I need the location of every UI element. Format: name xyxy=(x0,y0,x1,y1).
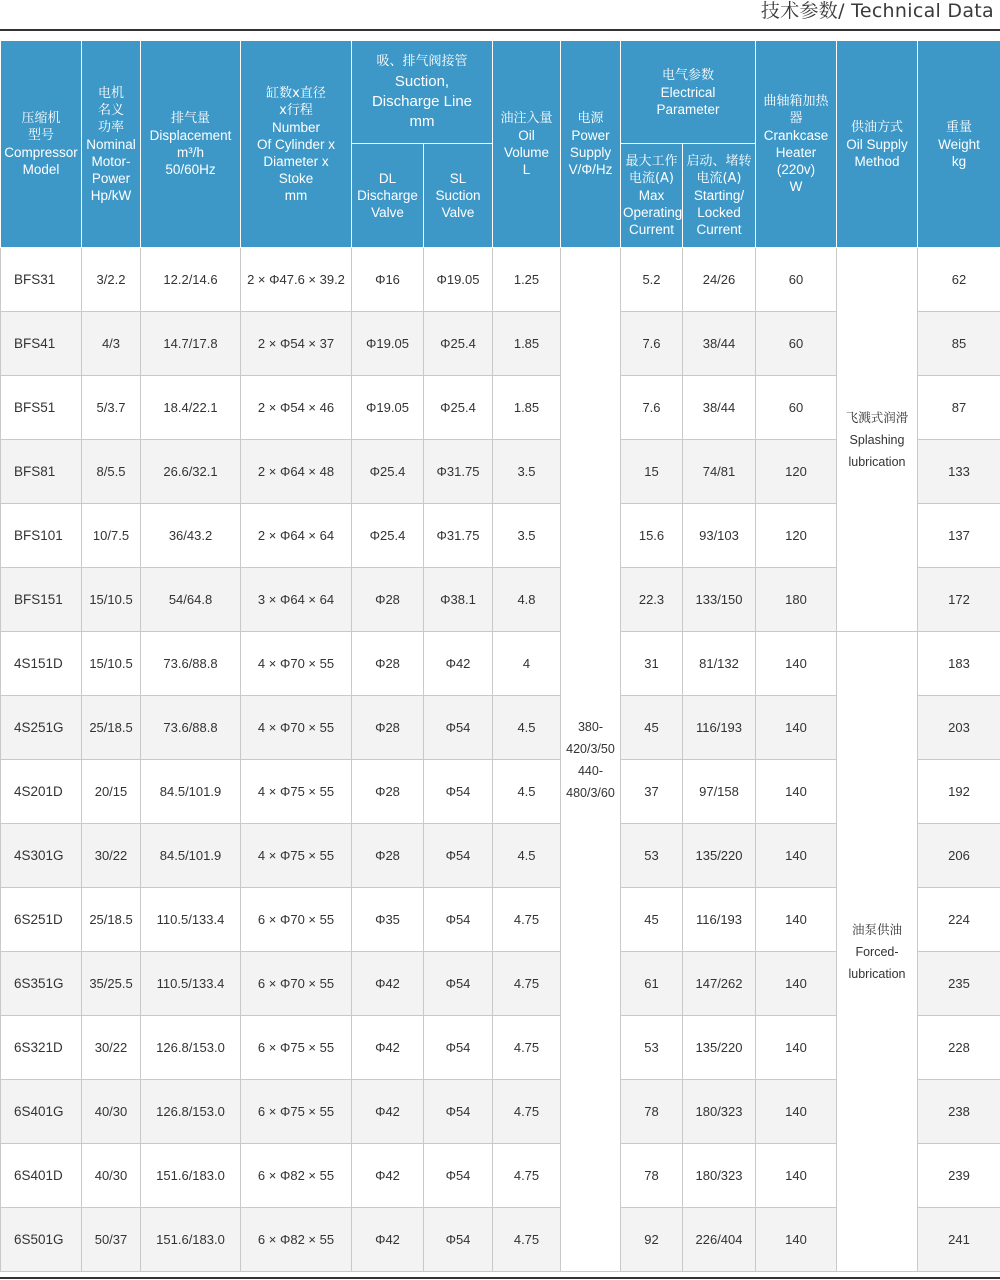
cell-max: 78 xyxy=(621,1080,683,1144)
cell-cyl: 6 × Φ70 × 55 xyxy=(241,952,352,1016)
header-line-text: Heater xyxy=(775,145,817,160)
header-line-text: mm xyxy=(284,187,308,203)
cell-heater: 140 xyxy=(756,1016,837,1080)
header-line-text: 最大工作 xyxy=(625,154,678,169)
cell-oil: 1.25 xyxy=(493,248,561,312)
cell-heater: 140 xyxy=(756,824,837,888)
cell-start: 74/81 xyxy=(683,440,756,504)
cell-sl: Φ38.1 xyxy=(424,568,493,632)
cell-start: 133/150 xyxy=(683,568,756,632)
header-line-text: Number xyxy=(271,119,320,135)
cell-model: 6S501G xyxy=(1,1208,82,1272)
cell-power: 4/3 xyxy=(82,312,141,376)
power-supply-cell-text: 440- xyxy=(577,763,604,778)
cell-weight: 172 xyxy=(918,568,1000,632)
cell-start: 38/44 xyxy=(683,376,756,440)
cell-max: 53 xyxy=(621,1016,683,1080)
cell-dl: Φ42 xyxy=(352,952,424,1016)
cell-power: 40/30 xyxy=(82,1144,141,1208)
cell-heater: 140 xyxy=(756,952,837,1016)
header-line-text: 压缩机 xyxy=(21,111,61,126)
header-electrical xyxy=(621,41,756,144)
cell-model: 6S401G xyxy=(1,1080,82,1144)
header-line-text: Compressor xyxy=(4,145,78,160)
cell-model: BFS41 xyxy=(1,312,82,376)
table-row xyxy=(1,632,1000,696)
cell-heater: 140 xyxy=(756,1144,837,1208)
header-line-text: Starting/ xyxy=(693,188,745,203)
bottom-rule xyxy=(0,1277,1000,1279)
cell-sl: Φ54 xyxy=(424,760,493,824)
cell-dl: Φ28 xyxy=(352,760,424,824)
cell-start: 180/323 xyxy=(683,1080,756,1144)
cell-cyl: 2 × Φ64 × 48 xyxy=(241,440,352,504)
cell-cyl: 4 × Φ70 × 55 xyxy=(241,632,352,696)
header-line-text: Parameter xyxy=(656,101,720,117)
header-line-text: 曲轴箱加热器 xyxy=(763,94,829,126)
cell-sl: Φ54 xyxy=(424,952,493,1016)
cell-model: 4S201D xyxy=(1,760,82,824)
cell-oil: 4.75 xyxy=(493,1016,561,1080)
cell-oil: 4.5 xyxy=(493,824,561,888)
header-line-text: (220v) xyxy=(776,162,816,177)
cell-dl: Φ35 xyxy=(352,888,424,952)
cell-disp: 73.6/88.8 xyxy=(141,696,241,760)
cell-disp: 110.5/133.4 xyxy=(141,952,241,1016)
header-line-text: Discharge Line xyxy=(371,93,473,110)
cell-sl: Φ31.75 xyxy=(424,504,493,568)
header-line-text: Model xyxy=(22,162,60,177)
cell-oil: 4.75 xyxy=(493,1144,561,1208)
cell-start: 38/44 xyxy=(683,312,756,376)
cell-heater: 120 xyxy=(756,440,837,504)
header-line-text: Nominal xyxy=(86,136,136,152)
cell-weight: 228 xyxy=(918,1016,1000,1080)
cell-weight: 62 xyxy=(918,248,1000,312)
cell-start: 135/220 xyxy=(683,1016,756,1080)
header-line-text: Oil xyxy=(518,128,535,143)
header-line-text: 重量 xyxy=(945,119,972,135)
header-line-text: 电源 xyxy=(577,111,604,126)
cell-max: 15 xyxy=(621,440,683,504)
cell-power: 20/15 xyxy=(82,760,141,824)
cell-oil: 1.85 xyxy=(493,312,561,376)
header-line-text: Power xyxy=(571,128,610,143)
cell-power: 25/18.5 xyxy=(82,696,141,760)
header-line-text: W xyxy=(789,179,803,194)
cell-sl: Φ54 xyxy=(424,888,493,952)
cell-max: 22.3 xyxy=(621,568,683,632)
oil-method-splash-cell-text: lubrication xyxy=(848,454,906,469)
header-sl xyxy=(424,144,493,248)
cell-disp: 84.5/101.9 xyxy=(141,824,241,888)
cell-disp: 126.8/153.0 xyxy=(141,1080,241,1144)
header-line-text: 名义 xyxy=(97,102,124,118)
cell-weight: 224 xyxy=(918,888,1000,952)
cell-cyl: 4 × Φ75 × 55 xyxy=(241,824,352,888)
cell-oil: 3.5 xyxy=(493,504,561,568)
header-line-text: Weight xyxy=(938,136,980,152)
header-line-text: Valve xyxy=(371,205,404,220)
top-rule xyxy=(0,29,1000,31)
header-line-text: Supply xyxy=(569,145,612,160)
cell-power: 40/30 xyxy=(82,1080,141,1144)
header-line-text: 50/60Hz xyxy=(165,162,216,177)
header-power xyxy=(82,41,141,248)
cell-cyl: 4 × Φ70 × 55 xyxy=(241,696,352,760)
cell-dl: Φ28 xyxy=(352,568,424,632)
header-line-text: L xyxy=(522,162,531,177)
header-max-current xyxy=(621,144,683,248)
cell-max: 15.6 xyxy=(621,504,683,568)
cell-max: 92 xyxy=(621,1208,683,1272)
header-line-text: Of Cylinder x xyxy=(256,136,336,152)
header-dl xyxy=(352,144,424,248)
cell-disp: 36/43.2 xyxy=(141,504,241,568)
cell-power: 3/2.2 xyxy=(82,248,141,312)
header-line-text: V/Φ/Hz xyxy=(568,162,613,177)
cell-power: 8/5.5 xyxy=(82,440,141,504)
cell-heater: 60 xyxy=(756,248,837,312)
header-weight xyxy=(918,41,1000,248)
header-line-text: 功率 xyxy=(97,119,124,135)
cell-heater: 140 xyxy=(756,1080,837,1144)
cell-oil: 4.75 xyxy=(493,1208,561,1272)
cell-model: 6S251D xyxy=(1,888,82,952)
cell-start: 81/132 xyxy=(683,632,756,696)
cell-oil: 1.85 xyxy=(493,376,561,440)
cell-start: 147/262 xyxy=(683,952,756,1016)
header-line-text: Stoke xyxy=(278,170,314,186)
cell-start: 93/103 xyxy=(683,504,756,568)
cell-sl: Φ25.4 xyxy=(424,376,493,440)
cell-sl: Φ25.4 xyxy=(424,312,493,376)
cell-sl: Φ54 xyxy=(424,696,493,760)
header-line-text: 电气参数 xyxy=(661,67,714,83)
cell-power: 30/22 xyxy=(82,824,141,888)
cell-weight: 241 xyxy=(918,1208,1000,1272)
cell-cyl: 6 × Φ75 × 55 xyxy=(241,1080,352,1144)
oil-method-forced-cell xyxy=(837,632,918,1272)
header-line-text: 吸、排气阀接管 xyxy=(376,54,468,69)
cell-dl: Φ28 xyxy=(352,696,424,760)
header-oil-volume xyxy=(493,41,561,248)
header-model xyxy=(1,41,82,248)
header-line-text: Oil Supply xyxy=(846,136,908,152)
cell-oil: 4 xyxy=(493,632,561,696)
cell-sl: Φ54 xyxy=(424,824,493,888)
cell-disp: 126.8/153.0 xyxy=(141,1016,241,1080)
header-line-text: Max xyxy=(638,188,665,203)
cell-disp: 151.6/183.0 xyxy=(141,1208,241,1272)
cell-max: 61 xyxy=(621,952,683,1016)
header-line-text: Current xyxy=(696,222,742,237)
header-line-text: SL xyxy=(449,171,467,186)
cell-dl: Φ28 xyxy=(352,824,424,888)
cell-disp: 110.5/133.4 xyxy=(141,888,241,952)
header-oil-method xyxy=(837,41,918,248)
header-line-text: Diameter x xyxy=(263,153,329,169)
header-line-text: 供油方式 xyxy=(850,119,903,135)
cell-max: 7.6 xyxy=(621,312,683,376)
header-line xyxy=(352,41,493,144)
header-line-text: Current xyxy=(628,222,674,237)
cell-model: 6S351G xyxy=(1,952,82,1016)
cell-weight: 239 xyxy=(918,1144,1000,1208)
cell-cyl: 2 × Φ54 × 37 xyxy=(241,312,352,376)
header-line-text: 缸数x直径 xyxy=(266,85,326,101)
cell-cyl: 6 × Φ82 × 55 xyxy=(241,1144,352,1208)
cell-sl: Φ54 xyxy=(424,1144,493,1208)
cell-power: 50/37 xyxy=(82,1208,141,1272)
cell-model: BFS31 xyxy=(1,248,82,312)
cell-power: 15/10.5 xyxy=(82,632,141,696)
cell-dl: Φ16 xyxy=(352,248,424,312)
oil-method-forced-cell-text: 油泵供油 xyxy=(851,922,902,937)
cell-model: 4S151D xyxy=(1,632,82,696)
cell-model: BFS151 xyxy=(1,568,82,632)
header-line-text: Crankcase xyxy=(763,128,829,143)
cell-heater: 140 xyxy=(756,1208,837,1272)
cell-disp: 26.6/32.1 xyxy=(141,440,241,504)
cell-dl: Φ42 xyxy=(352,1144,424,1208)
oil-method-splash-cell xyxy=(837,248,918,632)
cell-start: 97/158 xyxy=(683,760,756,824)
cell-power: 5/3.7 xyxy=(82,376,141,440)
cell-start: 180/323 xyxy=(683,1144,756,1208)
cell-oil: 3.5 xyxy=(493,440,561,504)
cell-dl: Φ25.4 xyxy=(352,440,424,504)
header-line-text: 电流(A) xyxy=(696,171,742,186)
header-line-text: x行程 xyxy=(279,102,313,118)
cell-model: 4S251G xyxy=(1,696,82,760)
header-line-text: Method xyxy=(854,153,900,169)
cell-dl: Φ19.05 xyxy=(352,312,424,376)
cell-weight: 133 xyxy=(918,440,1000,504)
cell-oil: 4.75 xyxy=(493,952,561,1016)
cell-model: BFS101 xyxy=(1,504,82,568)
cell-heater: 180 xyxy=(756,568,837,632)
cell-weight: 137 xyxy=(918,504,1000,568)
cell-start: 116/193 xyxy=(683,888,756,952)
oil-method-splash-cell-text: Splashing xyxy=(849,432,905,447)
header-line-text: 油注入量 xyxy=(500,111,553,126)
cell-disp: 18.4/22.1 xyxy=(141,376,241,440)
cell-weight: 235 xyxy=(918,952,1000,1016)
cell-sl: Φ19.05 xyxy=(424,248,493,312)
cell-disp: 73.6/88.8 xyxy=(141,632,241,696)
power-supply-cell-text: 420/3/50 xyxy=(566,741,615,756)
cell-max: 45 xyxy=(621,888,683,952)
cell-sl: Φ31.75 xyxy=(424,440,493,504)
cell-weight: 203 xyxy=(918,696,1000,760)
cell-heater: 60 xyxy=(756,376,837,440)
header-line-text: Hp/kW xyxy=(90,187,132,203)
cell-weight: 238 xyxy=(918,1080,1000,1144)
cell-heater: 140 xyxy=(756,632,837,696)
cell-model: 6S401D xyxy=(1,1144,82,1208)
cell-max: 78 xyxy=(621,1144,683,1208)
header-cylinder xyxy=(241,41,352,248)
header-line-text: Suction, xyxy=(394,73,450,90)
header-line-text: 型号 xyxy=(27,128,54,143)
cell-power: 10/7.5 xyxy=(82,504,141,568)
header-line-text: DL xyxy=(378,171,397,186)
oil-method-forced-cell-text: lubrication xyxy=(848,966,906,981)
header-line-text: 排气量 xyxy=(170,111,210,126)
cell-sl: Φ54 xyxy=(424,1016,493,1080)
header-line-text: mm xyxy=(409,113,435,130)
cell-oil: 4.75 xyxy=(493,1080,561,1144)
cell-max: 53 xyxy=(621,824,683,888)
cell-disp: 54/64.8 xyxy=(141,568,241,632)
header-line-text: 电机 xyxy=(97,85,124,101)
cell-cyl: 6 × Φ82 × 55 xyxy=(241,1208,352,1272)
cell-max: 5.2 xyxy=(621,248,683,312)
cell-start: 116/193 xyxy=(683,696,756,760)
header-line-text: kg xyxy=(951,153,967,169)
cell-oil: 4.75 xyxy=(493,888,561,952)
cell-disp: 84.5/101.9 xyxy=(141,760,241,824)
cell-heater: 140 xyxy=(756,760,837,824)
power-supply-cell-text: 380- xyxy=(577,719,604,734)
cell-dl: Φ28 xyxy=(352,632,424,696)
cell-start: 24/26 xyxy=(683,248,756,312)
cell-weight: 192 xyxy=(918,760,1000,824)
cell-dl: Φ19.05 xyxy=(352,376,424,440)
cell-heater: 140 xyxy=(756,888,837,952)
page-title: 技术参数/ Technical Data xyxy=(760,0,994,22)
cell-oil: 4.8 xyxy=(493,568,561,632)
cell-dl: Φ25.4 xyxy=(352,504,424,568)
cell-cyl: 6 × Φ75 × 55 xyxy=(241,1016,352,1080)
header-power-supply xyxy=(561,41,621,248)
header-start-current xyxy=(683,144,756,248)
header-line-text: Power xyxy=(91,170,131,186)
cell-start: 135/220 xyxy=(683,824,756,888)
header-line-text: 电流(A) xyxy=(628,171,675,186)
cell-cyl: 2 × Φ54 × 46 xyxy=(241,376,352,440)
header-line-text: m³/h xyxy=(177,145,204,160)
cell-power: 30/22 xyxy=(82,1016,141,1080)
cell-cyl: 4 × Φ75 × 55 xyxy=(241,760,352,824)
cell-weight: 85 xyxy=(918,312,1000,376)
header-line-text: Displacement xyxy=(149,128,232,143)
table-body xyxy=(1,248,1000,1272)
cell-dl: Φ42 xyxy=(352,1016,424,1080)
cell-sl: Φ54 xyxy=(424,1208,493,1272)
cell-heater: 120 xyxy=(756,504,837,568)
cell-power: 15/10.5 xyxy=(82,568,141,632)
cell-heater: 140 xyxy=(756,696,837,760)
cell-max: 7.6 xyxy=(621,376,683,440)
power-supply-cell-text: 480/3/60 xyxy=(566,785,615,800)
cell-weight: 206 xyxy=(918,824,1000,888)
cell-model: 4S301G xyxy=(1,824,82,888)
cell-oil: 4.5 xyxy=(493,760,561,824)
cell-dl: Φ42 xyxy=(352,1208,424,1272)
cell-sl: Φ42 xyxy=(424,632,493,696)
cell-disp: 12.2/14.6 xyxy=(141,248,241,312)
header-displacement xyxy=(141,41,241,248)
cell-model: BFS81 xyxy=(1,440,82,504)
cell-power: 25/18.5 xyxy=(82,888,141,952)
cell-cyl: 2 × Φ47.6 × 39.2 xyxy=(241,248,352,312)
header-line-text: Locked xyxy=(697,205,741,220)
header-line-text: Valve xyxy=(441,205,475,220)
header-line-text: Discharge xyxy=(357,188,418,203)
header-line-text: Volume xyxy=(503,145,550,160)
cell-cyl: 6 × Φ70 × 55 xyxy=(241,888,352,952)
cell-heater: 60 xyxy=(756,312,837,376)
oil-method-splash-cell-text: 飞溅式润滑 xyxy=(845,410,909,425)
header-line-text: Electrical xyxy=(660,84,716,100)
table-row xyxy=(1,248,1000,312)
header-line-text: Suction xyxy=(435,188,481,203)
cell-model: BFS51 xyxy=(1,376,82,440)
cell-disp: 14.7/17.8 xyxy=(141,312,241,376)
oil-method-forced-cell-text: Forced- xyxy=(855,944,899,959)
cell-oil: 4.5 xyxy=(493,696,561,760)
header-line-text: Operating xyxy=(623,205,683,220)
cell-cyl: 2 × Φ64 × 64 xyxy=(241,504,352,568)
header-heater xyxy=(756,41,837,248)
header-line-text: Motor- xyxy=(91,153,131,169)
cell-cyl: 3 × Φ64 × 64 xyxy=(241,568,352,632)
cell-disp: 151.6/183.0 xyxy=(141,1144,241,1208)
cell-weight: 87 xyxy=(918,376,1000,440)
cell-start: 226/404 xyxy=(683,1208,756,1272)
power-supply-cell xyxy=(561,248,621,1272)
cell-dl: Φ42 xyxy=(352,1080,424,1144)
cell-max: 37 xyxy=(621,760,683,824)
header-line-text: 启动、堵转 xyxy=(686,154,752,169)
cell-sl: Φ54 xyxy=(424,1080,493,1144)
cell-power: 35/25.5 xyxy=(82,952,141,1016)
cell-weight: 183 xyxy=(918,632,1000,696)
technical-data-table xyxy=(0,40,1000,1272)
cell-max: 45 xyxy=(621,696,683,760)
cell-model: 6S321D xyxy=(1,1016,82,1080)
cell-max: 31 xyxy=(621,632,683,696)
